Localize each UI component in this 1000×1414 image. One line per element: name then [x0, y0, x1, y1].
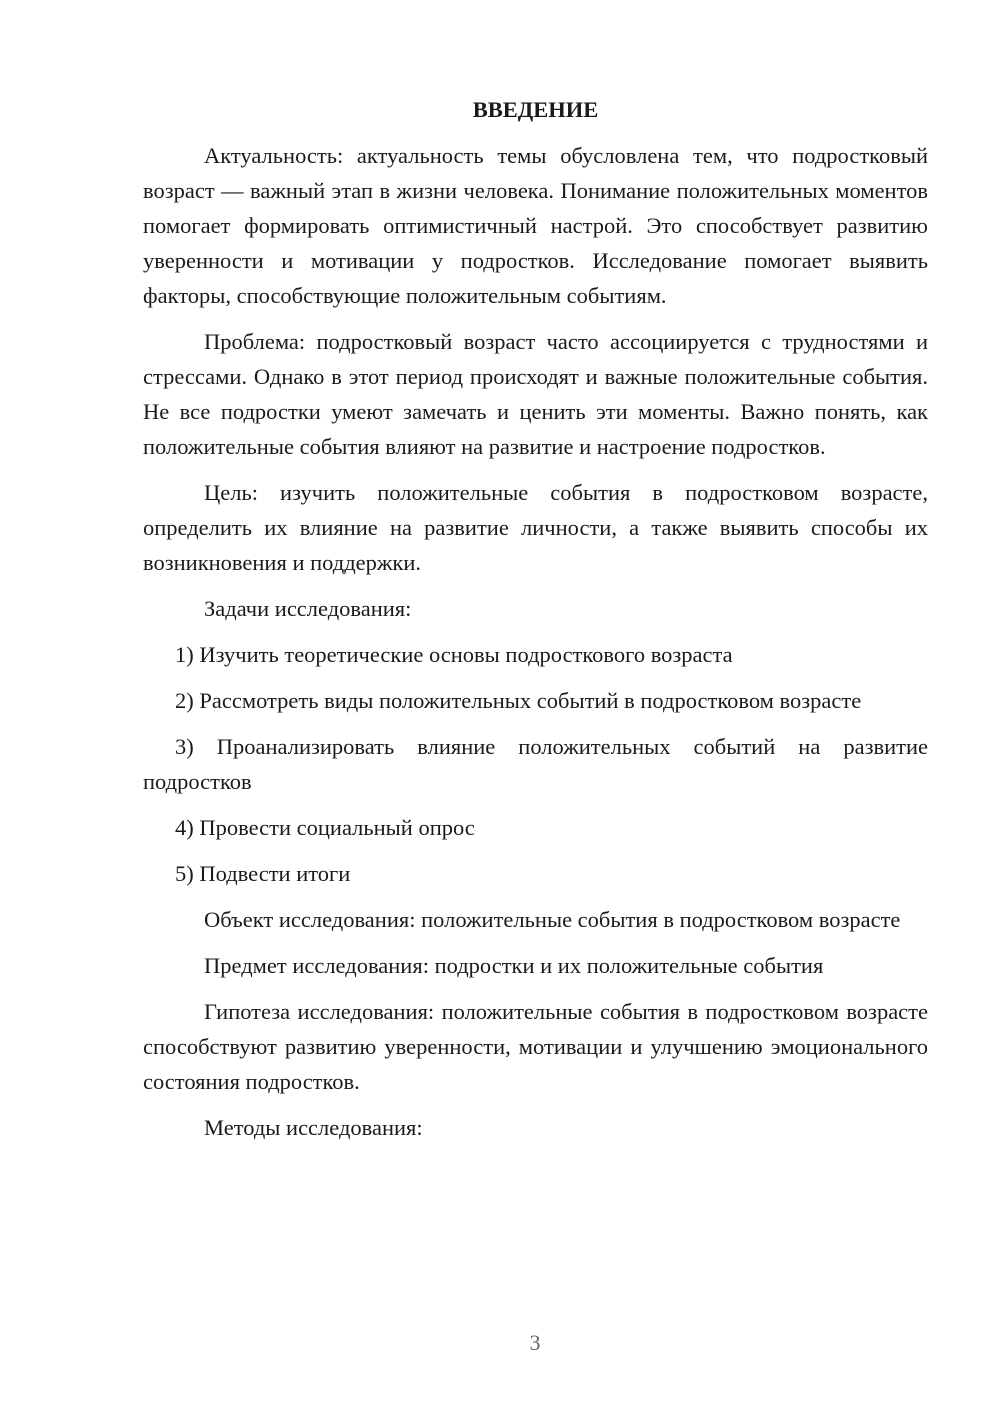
object-paragraph: Объект исследования: положительные события в подростковом возрасте — [204, 907, 901, 932]
hypothesis-paragraph: Гипотеза исследования: положительные события в подростковом возрасте способствуют развитию уверенности, мотивации и улучшению эмоционального состояния подростков. — [143, 999, 928, 1094]
page-number: 3 — [529, 1330, 541, 1355]
page-title: ВВЕДЕНИЕ — [472, 97, 599, 122]
problem-paragraph: Проблема: подростковый возраст часто ассоциируется с трудностями и стрессами. Однако в этот период происходят и важные положительные события. Не все подростки умеют замечать и ценить эти моменты. Важно понять, как положительные события влияют на развитие и настроение подростков. — [143, 329, 928, 459]
page-content — [143, 92, 928, 1156]
task-item-1: 1) Изучить теоретические основы подросткового возраста — [175, 642, 733, 667]
task-item-2: 2) Рассмотреть виды положительных событий в подростковом возрасте — [175, 688, 862, 713]
task-item-3: 3) Проанализировать влияние положительных событий на развитие подростков — [143, 734, 928, 794]
task-item-5: 5) Подвести итоги — [175, 861, 351, 886]
task-item-4: 4) Провести социальный опрос — [175, 815, 475, 840]
methods-heading: Методы исследования: — [204, 1115, 423, 1140]
tasks-heading: Задачи исследования: — [204, 596, 412, 621]
subject-paragraph: Предмет исследования: подростки и их положительные события — [204, 953, 824, 978]
goal-paragraph: Цель: изучить положительные события в подростковом возрасте, определить их влияние на развитие личности, а также выявить способы их возникновения и поддержки. — [143, 480, 928, 575]
relevance-paragraph: Актуальность: актуальность темы обусловлена тем, что подростковый возраст — важный этап в жизни человека. Понимание положительных моментов помогает формировать оптимистичный настрой. Это способствует развитию уверенности и мотивации у подростков. Исследование помогает выявить факторы, способствующие положительным событиям. — [143, 143, 928, 308]
